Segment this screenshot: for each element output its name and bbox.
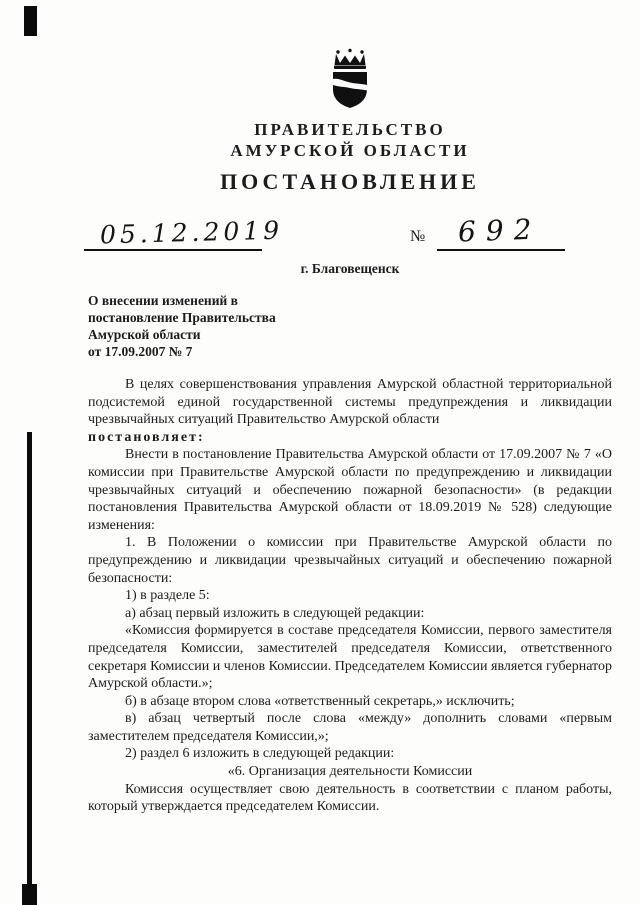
coat-of-arms-icon [327, 48, 373, 108]
paragraph-item-1-1-a: а) абзац первый изложить в следующей редакции: [125, 605, 425, 621]
paragraph-item-1: 1. В Положении о комиссии при Правительстве Амурской области по предупреждению и ликвидации чрезвычайных ситуаций и обеспечению пожарной безопасности: [88, 535, 612, 586]
org-name-line1: ПРАВИТЕЛЬСТВО [254, 120, 446, 139]
subject-line-1: О внесении изменений в [88, 293, 238, 308]
subject-line-4: от 17.09.2007 № 7 [88, 344, 193, 359]
org-name-line2: АМУРСКОЙ ОБЛАСТИ [230, 141, 470, 160]
document-body [88, 376, 612, 816]
handwritten-number: 692 [457, 212, 543, 249]
paragraph-preamble: В целях совершенствования управления Амурской областной территориальной подсистемой единой государственной системы предупреждения и ликвидации чрезвычайных ситуаций Правительство Амурской области [88, 377, 612, 428]
scan-artifact-bottom-left [22, 884, 37, 905]
subject-line-2: постановление Правительства [88, 310, 276, 325]
subject-line-3: Амурской области [88, 327, 201, 342]
paragraph-section-6-text: Комиссия осуществляет свою деятельность в соответствии с планом работы, который утверждается председателем Комиссии. [88, 781, 612, 815]
paragraph-section-6-title: «6. Организация деятельности Комиссии [227, 764, 473, 780]
document-type-title: ПОСТАНОВЛЕНИЕ [220, 169, 480, 194]
paragraph-item-1-1: 1) в разделе 5: [125, 588, 210, 604]
subject-block [88, 292, 388, 360]
date-underline [84, 249, 262, 251]
paragraph-resolves: постановляет: [88, 429, 205, 445]
scan-artifact-top-left [24, 6, 37, 36]
paragraph-item-1-1-v: в) абзац четвертый после слова «между» дополнить словами «первым заместителем председателя Комиссии,»; [88, 711, 612, 744]
paragraph-item-1-1-b: б) в абзаце втором слова «ответственный секретарь,» исключить; [125, 693, 515, 709]
paragraph-amendment-intro: Внести в постановление Правительства Амурской области от 17.09.2007 № 7 «О комиссии при Правительстве Амурской области по предупреждению и ликвидации чрезвычайных ситуаций и обеспечению пожарной безопасности» (в редакции постановления Правительства Амурской области от 18.09.2019 № 528) следующие изменения: [88, 447, 612, 533]
document-header [60, 48, 640, 195]
city-line: г. Благовещенск [300, 261, 400, 276]
handwritten-date: 05.12.2019 [99, 215, 284, 250]
number-underline [437, 249, 565, 251]
paragraph-new-wording: «Комиссия формируется в составе председателя Комиссии, первого заместителя председателя Комиссии, заместителей председателя Комиссии, ответственного секретаря Комиссии и членов Комиссии. Председателем Комиссии является губернатор Амурской области.»; [88, 623, 612, 692]
paragraph-item-1-2: 2) раздел 6 изложить в следующей редакции: [125, 746, 395, 762]
number-sign: № [410, 228, 426, 245]
scan-artifact-left-bar [27, 432, 32, 887]
